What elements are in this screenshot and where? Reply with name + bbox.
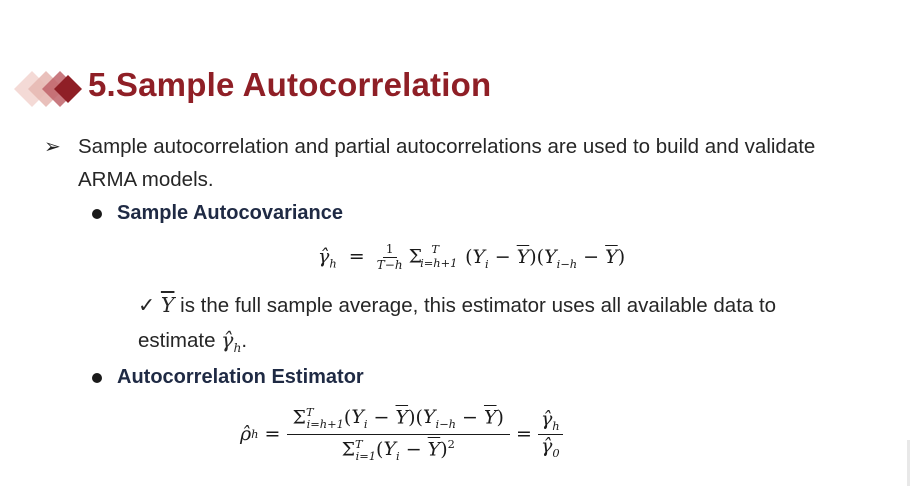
page-title: 5.Sample Autocorrelation — [88, 66, 492, 103]
check-icon: ✓ — [138, 294, 156, 317]
rho-sub: h — [251, 427, 259, 442]
note-gamma: γ̂ — [221, 328, 234, 352]
ybar-symbol: $\overline{Y}$ — [160, 293, 175, 317]
sum-sub: i=h+1 — [420, 256, 458, 271]
sum-sup: T — [431, 242, 440, 257]
ratio-numerator: $\gammâ_h$ — [538, 409, 563, 434]
ratio-denominator: $\gammâ_0$ — [540, 434, 560, 460]
gamma-sub: h — [329, 256, 337, 271]
title-diamond-icon — [10, 68, 86, 110]
equals-sign: = — [342, 245, 371, 268]
section-heading-autocorrelation: Autocorrelation Estimator — [117, 366, 364, 388]
bullet-dot-icon — [92, 209, 102, 219]
gamma-hat: γ̂ — [318, 245, 330, 268]
fraction — [377, 243, 403, 272]
note-end: . — [241, 329, 248, 352]
ratio-fraction — [538, 409, 563, 459]
note-line — [138, 288, 838, 365]
main-fraction — [287, 406, 510, 462]
rho-hat: ρ̂ — [240, 423, 252, 446]
fraction-denominator: T−h — [376, 258, 403, 273]
intro-text: Sample autocorrelation and partial autocorrelations are used to build and validate ARMA models. — [78, 135, 816, 191]
main-numerator: $\Sigma^T_{i=h+1}(Y_i - \overline{Y})(Y_{i-h} - \overline{Y})$ — [287, 406, 510, 435]
equals-sign-2: = — [509, 423, 538, 446]
autocovariance-formula — [318, 243, 625, 272]
fraction-numerator: 1 — [383, 243, 397, 258]
arrow-bullet-icon: ➢ — [44, 136, 61, 158]
note-text: is the full sample average, this estimator uses all available data to estimate — [138, 294, 777, 352]
main-denominator: $\Sigma^T_{i=1}(Y_i - \overline{Y})^2$ — [341, 436, 455, 463]
section-heading-autocovariance: Sample Autocovariance — [117, 202, 344, 224]
note-gamma-sub: h — [233, 341, 242, 356]
autocorrelation-formula — [240, 406, 563, 462]
formula-body: $(Y_i - \overline{Y})(Y_{i-h} - \overline{Y})$ — [465, 245, 626, 271]
bullet-dot-icon — [92, 373, 102, 383]
sum-symbol: Σ — [408, 245, 423, 268]
equals-sign: = — [258, 423, 287, 446]
